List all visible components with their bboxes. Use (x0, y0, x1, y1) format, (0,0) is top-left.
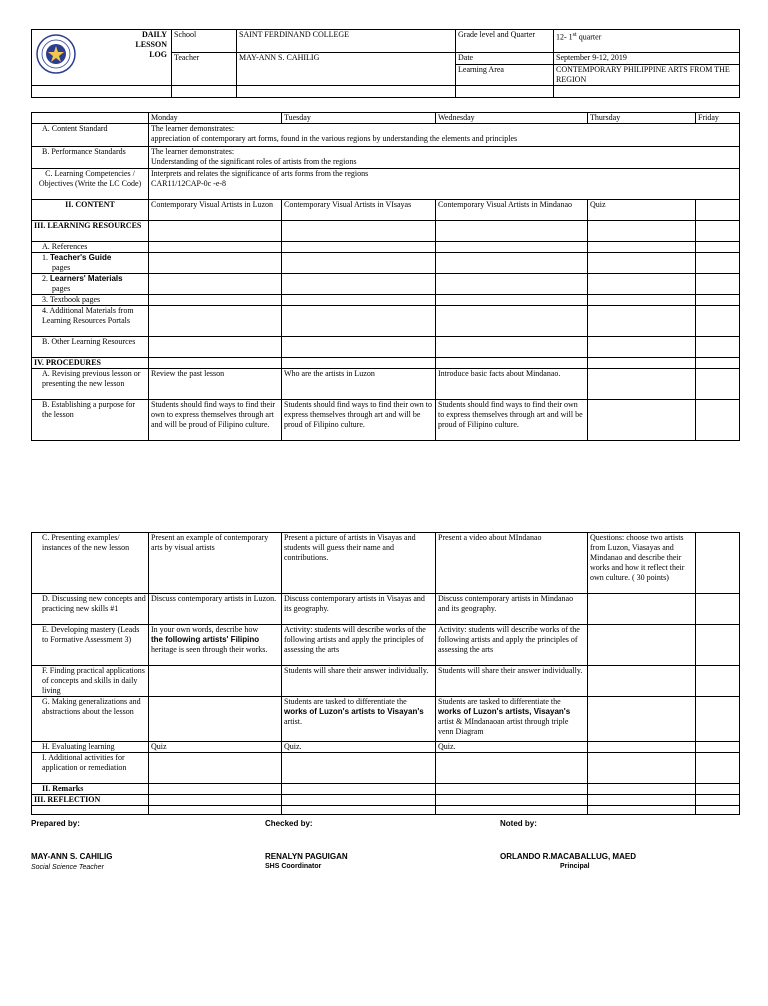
cell (436, 358, 588, 369)
cell (588, 666, 696, 697)
presenting-wednesday: Present a video about MIndanao (436, 533, 588, 594)
grade-label: Grade level and Quarter (456, 30, 554, 53)
cell (696, 753, 740, 784)
evaluating-monday: Quiz (149, 742, 282, 753)
presenting-label: C. Presenting examples/ instances of the new lesson (32, 533, 149, 594)
cell (696, 400, 740, 441)
establishing-wednesday: Students should find ways to find their own to express themselves through art and will be proud of Filipino culture. (436, 400, 588, 441)
establishing-tuesday: Students should find ways to find their own to express themselves through art and will be proud of Filipino culture. (282, 400, 436, 441)
date-label: Date (456, 53, 554, 65)
teacher-label: Teacher (172, 53, 237, 86)
content-standard-label: A. Content Standard (32, 124, 149, 147)
procedures-label: IV. PROCEDURES (32, 358, 149, 369)
cell (696, 594, 740, 625)
content-monday: Contemporary Visual Artists in Luzon (149, 200, 282, 221)
cell (282, 806, 436, 815)
remarks-label: II. Remarks (32, 784, 149, 795)
evaluating-label: H. Evaluating learning (32, 742, 149, 753)
resources-label: III. LEARNING RESOURCES (32, 221, 149, 242)
presenting-monday: Present an example of contemporary arts by visual artists (149, 533, 282, 594)
header-blank (456, 86, 554, 98)
mastery-monday: In your own words, describe how the following artists' Filipino heritage is seen through their works. (149, 625, 282, 666)
cell (696, 625, 740, 666)
lesson-table-part2 (31, 532, 740, 815)
cell (436, 806, 588, 815)
school-value: SAINT FERDINAND COLLEGE (237, 30, 456, 53)
header-blank (172, 86, 237, 98)
cell (588, 697, 696, 742)
teacher-value: MAY-ANN S. CAHILIG (237, 53, 456, 86)
cell (32, 806, 149, 815)
checked-by-label: Checked by: (265, 819, 313, 828)
evaluating-tuesday: Quiz. (282, 742, 436, 753)
cell (282, 753, 436, 784)
cell (282, 295, 436, 306)
cell (149, 337, 282, 358)
content-standard-text: The learner demonstrates: appreciation of contemporary art forms, found in the various regions by understanding the elements and principles (149, 124, 740, 147)
cell (282, 337, 436, 358)
header-table (31, 29, 740, 98)
corner-cell (32, 113, 149, 124)
finding-tuesday: Students will share their answer individually. (282, 666, 436, 697)
presenting-tuesday: Present a picture of artists in Visayas and students will guess their name and contributions. (282, 533, 436, 594)
cell (588, 753, 696, 784)
cell (149, 806, 282, 815)
cell (282, 242, 436, 253)
cell (436, 795, 588, 806)
cell (282, 358, 436, 369)
day-header-tuesday: Tuesday (282, 113, 436, 124)
cell (149, 253, 282, 274)
header-blank (554, 86, 740, 98)
cell (696, 533, 740, 594)
cell (149, 242, 282, 253)
making-label: G. Making generalizations and abstractions about the lesson (32, 697, 149, 742)
competencies-text: Interprets and relates the significance of arts forms from the regions CAR11/12CAP-0c -e-8 (149, 169, 740, 200)
date-value: September 9-12, 2019 (554, 53, 740, 65)
discussing-tuesday: Discuss contemporary artists in Visayas and its geography. (282, 594, 436, 625)
cell (588, 221, 696, 242)
cell (149, 753, 282, 784)
noted-by-name: ORLANDO R.MACABALLUG, MAED (500, 852, 636, 861)
day-header-thursday: Thursday (588, 113, 696, 124)
cell (588, 625, 696, 666)
cell (149, 221, 282, 242)
presenting-thursday: Questions: choose two artists from Luzon, Viasayas and Mindanao and describe their works and how it reflect their own culture. ( 30 points) (588, 533, 696, 594)
cell (696, 242, 740, 253)
cell (588, 795, 696, 806)
cell (588, 306, 696, 337)
cell (436, 306, 588, 337)
cell (588, 358, 696, 369)
cell (588, 295, 696, 306)
cell (588, 784, 696, 795)
content-friday (696, 200, 740, 221)
revising-wednesday: Introduce basic facts about Mindanao. (436, 369, 588, 400)
cell (696, 742, 740, 753)
revising-monday: Review the past lesson (149, 369, 282, 400)
cell (436, 253, 588, 274)
content-thursday: Quiz (588, 200, 696, 221)
day-header-friday: Friday (696, 113, 740, 124)
cell (149, 784, 282, 795)
area-value: CONTEMPORARY PHILIPPINE ARTS FROM THE REGION (554, 65, 740, 86)
prepared-by-title: Social Science Teacher (31, 864, 104, 871)
cell (149, 306, 282, 337)
cell (436, 242, 588, 253)
content-label: II. CONTENT (32, 200, 149, 221)
making-tuesday: Students are tasked to differentiate the works of Luzon's artists to Visayan's artist. (282, 697, 436, 742)
cell (282, 784, 436, 795)
cell (436, 221, 588, 242)
cell (696, 697, 740, 742)
cell (588, 806, 696, 815)
cell (588, 400, 696, 441)
mastery-tuesday: Activity: students will describe works of the following artists and apply the principles of assessing the arts (282, 625, 436, 666)
doc-title: DAILY LESSON LOG (32, 30, 172, 86)
cell (696, 795, 740, 806)
cell (696, 666, 740, 697)
area-label: Learning Area (456, 65, 554, 86)
cell (282, 253, 436, 274)
cell (149, 697, 282, 742)
header-blank (237, 86, 456, 98)
cell (282, 306, 436, 337)
cell (588, 369, 696, 400)
performance-label: B. Performance Standards (32, 147, 149, 169)
references-label: A. References (32, 242, 149, 253)
content-wednesday: Contemporary Visual Artists in Mindanao (436, 200, 588, 221)
cell (149, 358, 282, 369)
additional-materials-label: 4. Additional Materials from Learning Resources Portals (32, 306, 149, 337)
cell (149, 666, 282, 697)
cell (149, 274, 282, 295)
textbook-label: 3. Textbook pages (32, 295, 149, 306)
cell (436, 337, 588, 358)
other-resources-label: B. Other Learning Resources (32, 337, 149, 358)
day-header-wednesday: Wednesday (436, 113, 588, 124)
cell (696, 784, 740, 795)
learners-materials-label: 2. Learners' Materials pages (32, 274, 149, 295)
discussing-monday: Discuss contemporary artists in Luzon. (149, 594, 282, 625)
cell (149, 795, 282, 806)
header-blank (32, 86, 172, 98)
cell (696, 337, 740, 358)
revising-tuesday: Who are the artists in Luzon (282, 369, 436, 400)
cell (696, 253, 740, 274)
checked-by-name: RENALYN PAGUIGAN (265, 852, 348, 861)
day-header-monday: Monday (149, 113, 282, 124)
cell (588, 242, 696, 253)
performance-text: The learner demonstrates: Understanding of the significant roles of artists from the regions (149, 147, 740, 169)
cell (696, 358, 740, 369)
cell (588, 274, 696, 295)
cell (588, 253, 696, 274)
establishing-monday: Students should find ways to find their own to express themselves through art and will be proud of Filipino culture. (149, 400, 282, 441)
cell (149, 295, 282, 306)
cell (696, 806, 740, 815)
prepared-by-name: MAY-ANN S. CAHILIG (31, 852, 113, 861)
cell (588, 742, 696, 753)
finding-label: F. Finding practical applications of concepts and skills in daily living (32, 666, 149, 697)
finding-wednesday: Students will share their answer individually. (436, 666, 588, 697)
school-label: School (172, 30, 237, 53)
cell (696, 369, 740, 400)
evaluating-wednesday: Quiz. (436, 742, 588, 753)
noted-by-label: Noted by: (500, 819, 537, 828)
cell (436, 753, 588, 784)
cell (588, 337, 696, 358)
establishing-label: B. Establishing a purpose for the lesson (32, 400, 149, 441)
discussing-wednesday: Discuss contemporary artists in Mindanao and its geography. (436, 594, 588, 625)
additional-activities-label: I. Additional activities for application or remediation (32, 753, 149, 784)
competencies-label: C. Learning Competencies / Objectives (Write the LC Code) (32, 169, 149, 200)
cell (588, 594, 696, 625)
grade-value: 12- 1st quarter (554, 30, 740, 53)
content-tuesday: Contemporary Visual Artists in VIsayas (282, 200, 436, 221)
cell (436, 295, 588, 306)
mastery-wednesday: Activity: students will describe works of the following artists and apply the principles of assessing the arts (436, 625, 588, 666)
cell (696, 221, 740, 242)
lesson-table-part1 (31, 112, 740, 441)
making-wednesday: Students are tasked to differentiate the works of Luzon's artists, Visayan's artist & MIndanaoan artist through triple venn Diagram (436, 697, 588, 742)
noted-by-title: Principal (560, 863, 590, 870)
prepared-by-label: Prepared by: (31, 819, 80, 828)
teachers-guide-label: 1. Teacher's Guide pages (32, 253, 149, 274)
cell (436, 274, 588, 295)
cell (696, 274, 740, 295)
checked-by-title: SHS Coordinator (265, 863, 322, 870)
revising-label: A. Revising previous lesson or presenting the new lesson (32, 369, 149, 400)
cell (282, 274, 436, 295)
cell (696, 306, 740, 337)
mastery-label: E. Developing mastery (Leads to Formative Assessment 3) (32, 625, 149, 666)
cell (282, 795, 436, 806)
discussing-label: D. Discussing new concepts and practicing new skills #1 (32, 594, 149, 625)
cell (696, 295, 740, 306)
cell (282, 221, 436, 242)
reflection-label: III. REFLECTION (32, 795, 149, 806)
cell (436, 784, 588, 795)
